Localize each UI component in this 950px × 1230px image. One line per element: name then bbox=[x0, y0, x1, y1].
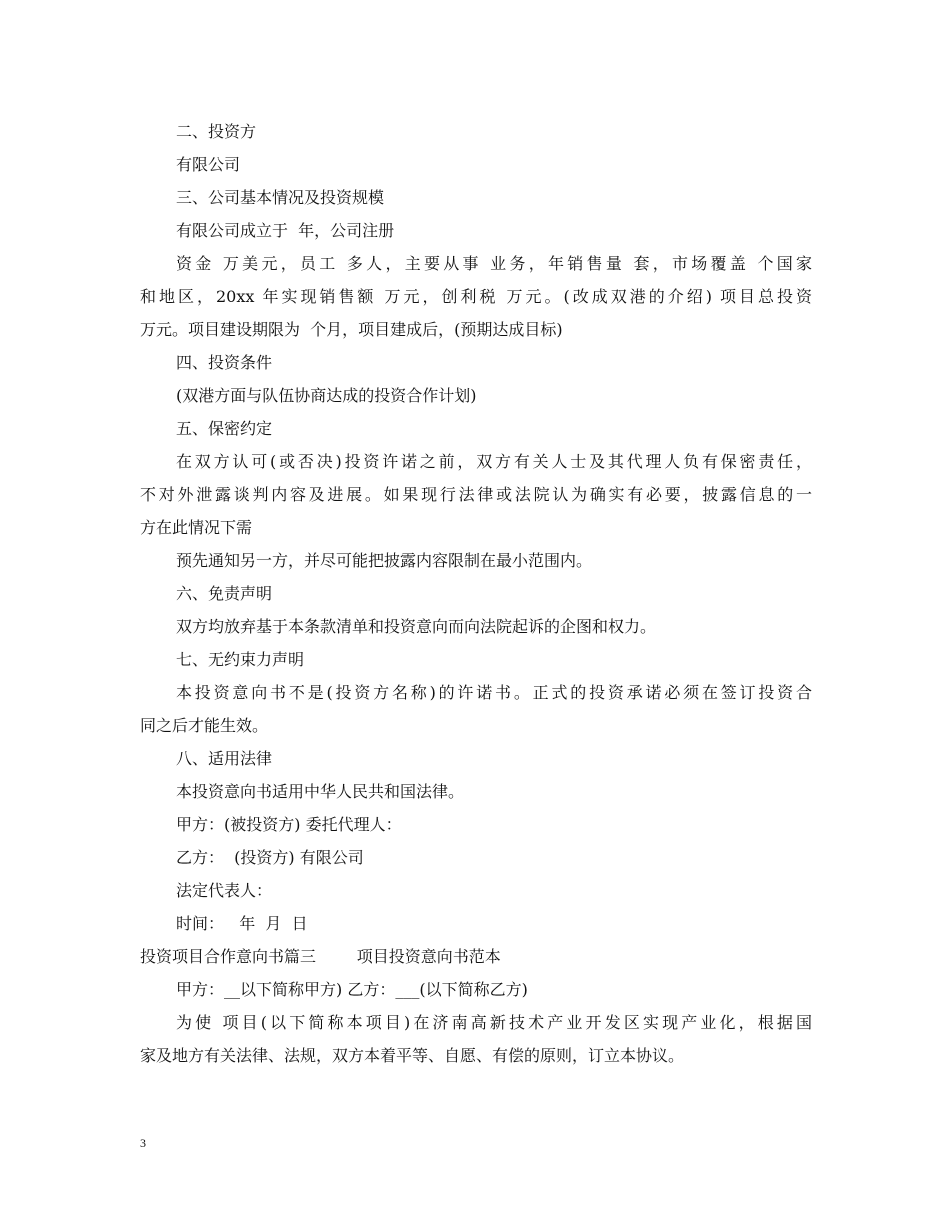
section-heading-applicable-law: 八、适用法律 bbox=[176, 749, 273, 768]
paragraph-line: 预先通知另一方，并尽可能把披露内容限制在最小范围内。 bbox=[176, 551, 593, 570]
paragraph-line: 有限公司成立于 年，公司注册 bbox=[176, 221, 395, 240]
legal-representative-line: 法定代表人： bbox=[176, 881, 273, 900]
section-heading-investment-terms: 四、投资条件 bbox=[176, 353, 273, 372]
paragraph-line: 方在此情况下需 bbox=[140, 518, 253, 537]
paragraph-line: 和地区，20xx 年实现销售额 万元，创利税 万元。(改成双港的介绍) 项目总投资 bbox=[140, 287, 812, 306]
paragraph-line: 有限公司 bbox=[176, 155, 241, 174]
paragraph-line: 本投资意向书不是(投资方名称)的许诺书。正式的投资承诺必须在签订投资合 bbox=[176, 683, 812, 702]
document-body bbox=[140, 115, 812, 1072]
paragraph-line: (双港方面与队伍协商达成的投资合作计划) bbox=[176, 386, 477, 405]
paragraph-line: 在双方认可(或否决)投资许诺之前，双方有关人士及其代理人负有保密责任， bbox=[176, 452, 812, 471]
page-number: 3 bbox=[140, 1136, 146, 1150]
date-line: 时间： 年 月 日 bbox=[176, 914, 308, 933]
section-heading-disclaimer: 六、免责声明 bbox=[176, 584, 273, 603]
paragraph-line: 不对外泄露谈判内容及进展。如果现行法律或法院认为确实有必要，披露信息的一 bbox=[140, 485, 812, 504]
paragraph-line: 本投资意向书适用中华人民共和国法律。 bbox=[176, 782, 465, 801]
parties-line: 甲方：__以下简称甲方) 乙方：___(以下简称乙方) bbox=[176, 980, 528, 999]
paragraph-line: 万元。项目建设期限为 个月，项目建成后，(预期达成目标) bbox=[140, 320, 563, 339]
section-heading-company-info: 三、公司基本情况及投资规模 bbox=[176, 188, 385, 207]
section-heading-non-binding: 七、无约束力声明 bbox=[176, 650, 305, 669]
paragraph-line: 同之后才能生效。 bbox=[140, 716, 269, 735]
document-subtitle: 投资项目合作意向书篇三 项目投资意向书范本 bbox=[140, 947, 501, 966]
paragraph-line: 家及地方有关法律、法规，双方本着平等、自愿、有偿的原则，订立本协议。 bbox=[140, 1046, 685, 1065]
party-b-line: 乙方： (投资方) 有限公司 bbox=[176, 848, 364, 867]
party-a-line: 甲方：(被投资方) 委托代理人： bbox=[176, 815, 402, 834]
paragraph-line: 为使 项目(以下简称本项目)在济南高新技术产业开发区实现产业化，根据国 bbox=[176, 1013, 812, 1032]
section-heading-confidentiality: 五、保密约定 bbox=[176, 419, 273, 438]
paragraph-line: 资金 万美元，员工 多人，主要从事 业务，年销售量 套，市场覆盖 个国家 bbox=[176, 254, 812, 273]
section-heading-investor: 二、投资方 bbox=[176, 122, 257, 141]
paragraph-line: 双方均放弃基于本条款清单和投资意向而向法院起诉的企图和权力。 bbox=[176, 617, 657, 636]
